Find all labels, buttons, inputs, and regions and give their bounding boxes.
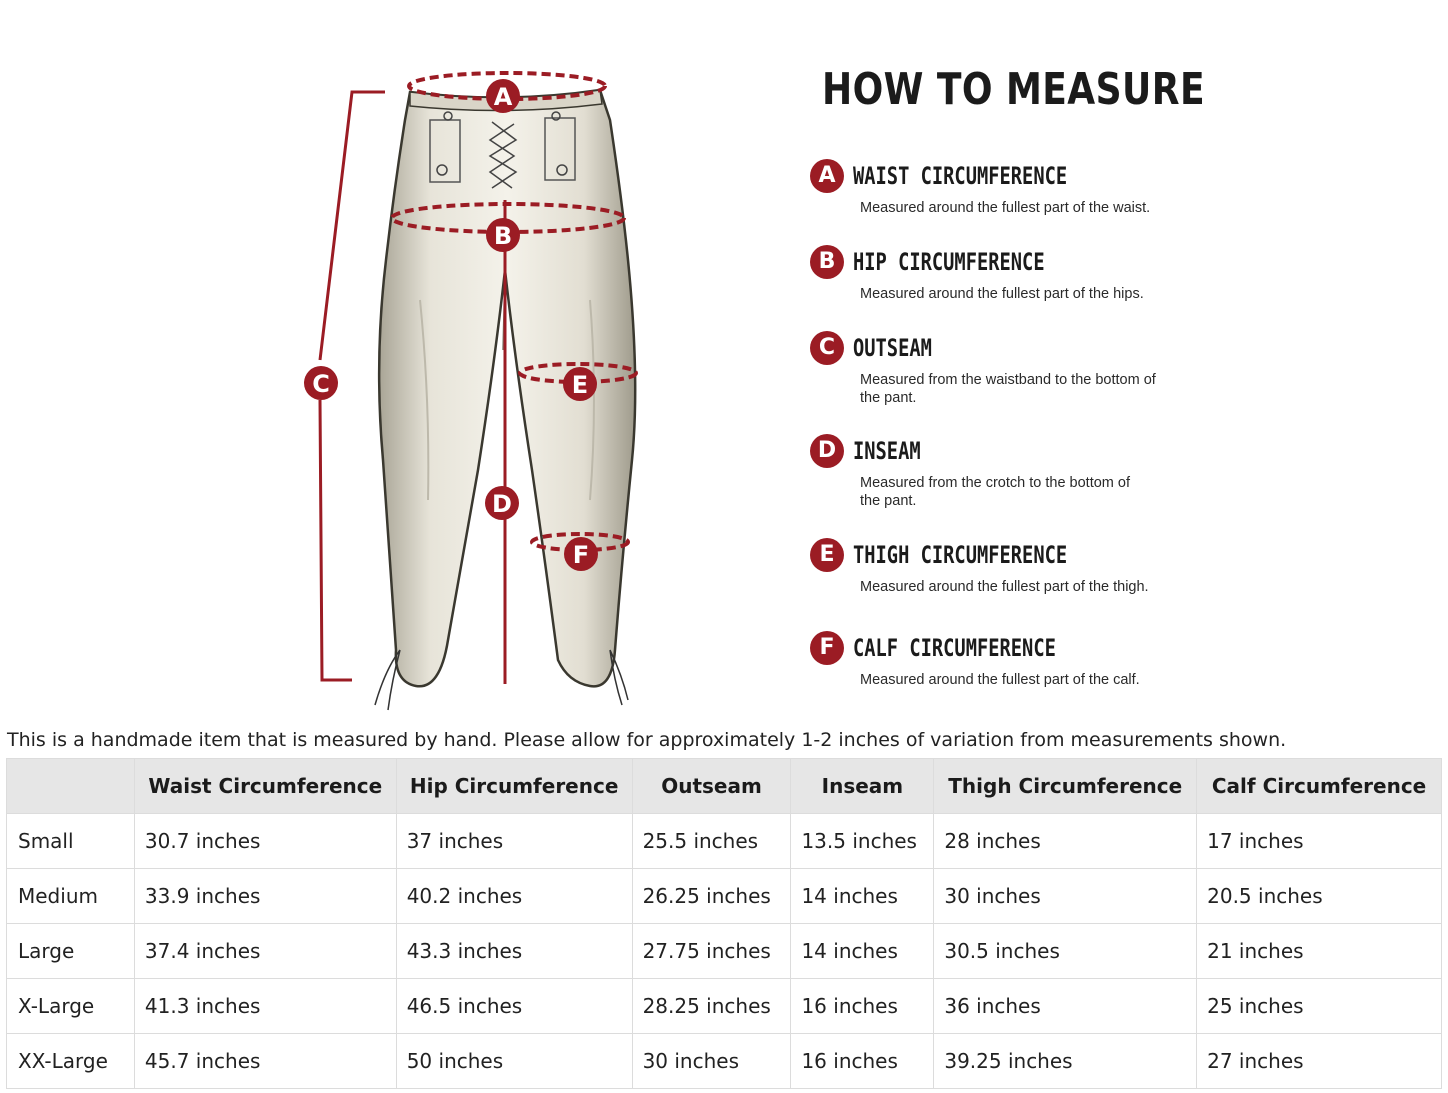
- marker-a: [486, 79, 520, 113]
- table-row: [7, 924, 1442, 979]
- table-cell: 25 inches: [1197, 979, 1442, 1034]
- svg-text:D: D: [492, 490, 512, 518]
- marker-c: [304, 366, 338, 400]
- table-cell: 41.3 inches: [134, 979, 396, 1034]
- table-cell: 37 inches: [396, 814, 632, 869]
- badge-d: D: [810, 434, 844, 468]
- table-row: [7, 1034, 1442, 1089]
- guide-item-heading: INSEAM: [853, 437, 921, 465]
- table-cell: 28 inches: [934, 814, 1197, 869]
- guide-item-description: Measured around the fullest part of the waist.: [860, 200, 1151, 216]
- table-cell: 13.5 inches: [791, 814, 934, 869]
- guide-item-heading: CALF CIRCUMFERENCE: [853, 634, 1056, 662]
- table-cell: 25.5 inches: [632, 814, 791, 869]
- table-cell: Large: [7, 924, 135, 979]
- table-row: [7, 869, 1442, 924]
- header-hip: Hip Circumference: [396, 759, 632, 814]
- guide-item-heading: WAIST CIRCUMFERENCE: [853, 162, 1068, 190]
- pants-measurement-illustration: [290, 60, 660, 720]
- marker-f: [564, 537, 598, 571]
- table-row: [7, 814, 1442, 869]
- header-calf: Calf Circumference: [1197, 759, 1442, 814]
- badge-e: E: [810, 538, 844, 572]
- header-size: [7, 759, 135, 814]
- guide-item-heading: OUTSEAM: [853, 334, 932, 362]
- guide-title: HOW TO MEASURE: [822, 64, 1206, 115]
- table-cell: 43.3 inches: [396, 924, 632, 979]
- table-cell: 30.7 inches: [134, 814, 396, 869]
- table-cell: 26.25 inches: [632, 869, 791, 924]
- table-cell: 17 inches: [1197, 814, 1442, 869]
- svg-text:F: F: [572, 541, 590, 569]
- marker-e: [563, 367, 597, 401]
- svg-text:C: C: [312, 370, 330, 398]
- table-cell: 16 inches: [791, 979, 934, 1034]
- size-chart-table: [6, 758, 1442, 1089]
- guide-item-heading: HIP CIRCUMFERENCE: [853, 248, 1045, 276]
- marker-d: [485, 486, 519, 520]
- table-cell: 46.5 inches: [396, 979, 632, 1034]
- guide-item-heading: THIGH CIRCUMFERENCE: [853, 541, 1068, 569]
- table-cell: 27.75 inches: [632, 924, 791, 979]
- badge-a: A: [810, 159, 844, 193]
- svg-text:B: B: [493, 222, 513, 250]
- guide-item-description: Measured around the fullest part of the hips.: [860, 286, 1144, 302]
- table-cell: XX-Large: [7, 1034, 135, 1089]
- guide-item-description: Measured around the fullest part of the thigh.: [860, 579, 1149, 595]
- table-cell: 27 inches: [1197, 1034, 1442, 1089]
- table-cell: 39.25 inches: [934, 1034, 1197, 1089]
- table-cell: 21 inches: [1197, 924, 1442, 979]
- badge-b: B: [810, 245, 844, 279]
- table-cell: 30.5 inches: [934, 924, 1197, 979]
- guide-item-description: Measured from the waistband to the bottom of the pant.: [860, 372, 1156, 406]
- table-cell: 14 inches: [791, 869, 934, 924]
- table-row: [7, 979, 1442, 1034]
- table-cell: 40.2 inches: [396, 869, 632, 924]
- badge-f: F: [810, 631, 844, 665]
- table-cell: 36 inches: [934, 979, 1197, 1034]
- table-cell: Small: [7, 814, 135, 869]
- table-cell: 16 inches: [791, 1034, 934, 1089]
- header-outseam: Outseam: [632, 759, 791, 814]
- table-cell: 30 inches: [632, 1034, 791, 1089]
- svg-text:E: E: [571, 371, 589, 399]
- svg-text:A: A: [493, 83, 513, 111]
- table-cell: 50 inches: [396, 1034, 632, 1089]
- table-header-row: [7, 759, 1442, 814]
- badge-c: C: [810, 331, 844, 365]
- header-thigh: Thigh Circumference: [934, 759, 1197, 814]
- header-inseam: Inseam: [791, 759, 934, 814]
- table-cell: 30 inches: [934, 869, 1197, 924]
- guide-item-description: Measured around the fullest part of the calf.: [860, 672, 1140, 688]
- table-cell: 14 inches: [791, 924, 934, 979]
- table-cell: 45.7 inches: [134, 1034, 396, 1089]
- guide-item-description: Measured from the crotch to the bottom of the pant.: [860, 475, 1130, 509]
- table-cell: X-Large: [7, 979, 135, 1034]
- marker-b: [486, 218, 520, 252]
- header-waist: Waist Circumference: [134, 759, 396, 814]
- table-cell: Medium: [7, 869, 135, 924]
- table-cell: 33.9 inches: [134, 869, 396, 924]
- handmade-note: This is a handmade item that is measured by hand. Please allow for approximately 1-2 inches of variation from measurements shown.: [7, 729, 1287, 751]
- table-cell: 20.5 inches: [1197, 869, 1442, 924]
- table-cell: 37.4 inches: [134, 924, 396, 979]
- table-cell: 28.25 inches: [632, 979, 791, 1034]
